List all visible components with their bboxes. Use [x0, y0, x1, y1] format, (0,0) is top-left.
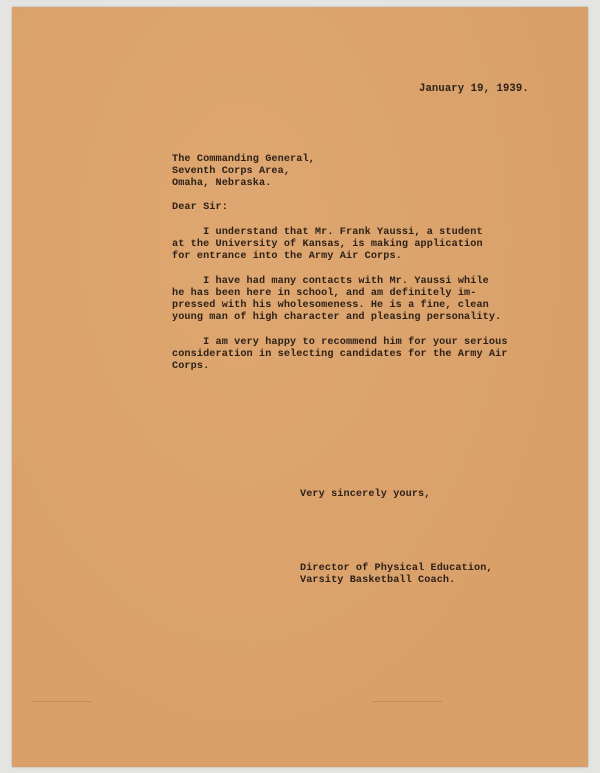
paragraph-1-line-3: for entrance into the Army Air Corps. [172, 251, 402, 262]
paragraph-2-line-1: I have had many contacts with Mr. Yaussi while [172, 276, 489, 287]
letter-page [12, 7, 588, 767]
paragraph-3-line-2: consideration in selecting candidates for the Army Air [172, 349, 508, 360]
paragraph-2-line-2: he has been here in school, and am definitely im- [172, 288, 477, 299]
closing: Very sincerely yours, [300, 489, 431, 500]
paragraph-1-line-1: I understand that Mr. Frank Yaussi, a student [172, 227, 483, 238]
bleed-through-mark [372, 701, 442, 702]
paragraph-2-line-4: young man of high character and pleasing personality. [172, 312, 502, 323]
signature-title-line-2: Varsity Basketball Coach. [300, 575, 456, 586]
paragraph-1-line-2: at the University of Kansas, is making application [172, 239, 483, 250]
address-line-2: Seventh Corps Area, [172, 166, 291, 177]
letter-date: January 19, 1939. [419, 83, 529, 95]
bleed-through-mark [32, 701, 92, 702]
paragraph-2-line-3: pressed with his wholesomeness. He is a fine, clean [172, 300, 489, 311]
address-line-1: The Commanding General, [172, 154, 315, 165]
salutation: Dear Sir: [172, 202, 228, 213]
address-line-3: Omaha, Nebraska. [172, 178, 272, 189]
paragraph-3-line-1: I am very happy to recommend him for your serious [172, 337, 508, 348]
paragraph-3-line-3: Corps. [172, 361, 210, 372]
signature-title-line-1: Director of Physical Education, [300, 563, 493, 574]
